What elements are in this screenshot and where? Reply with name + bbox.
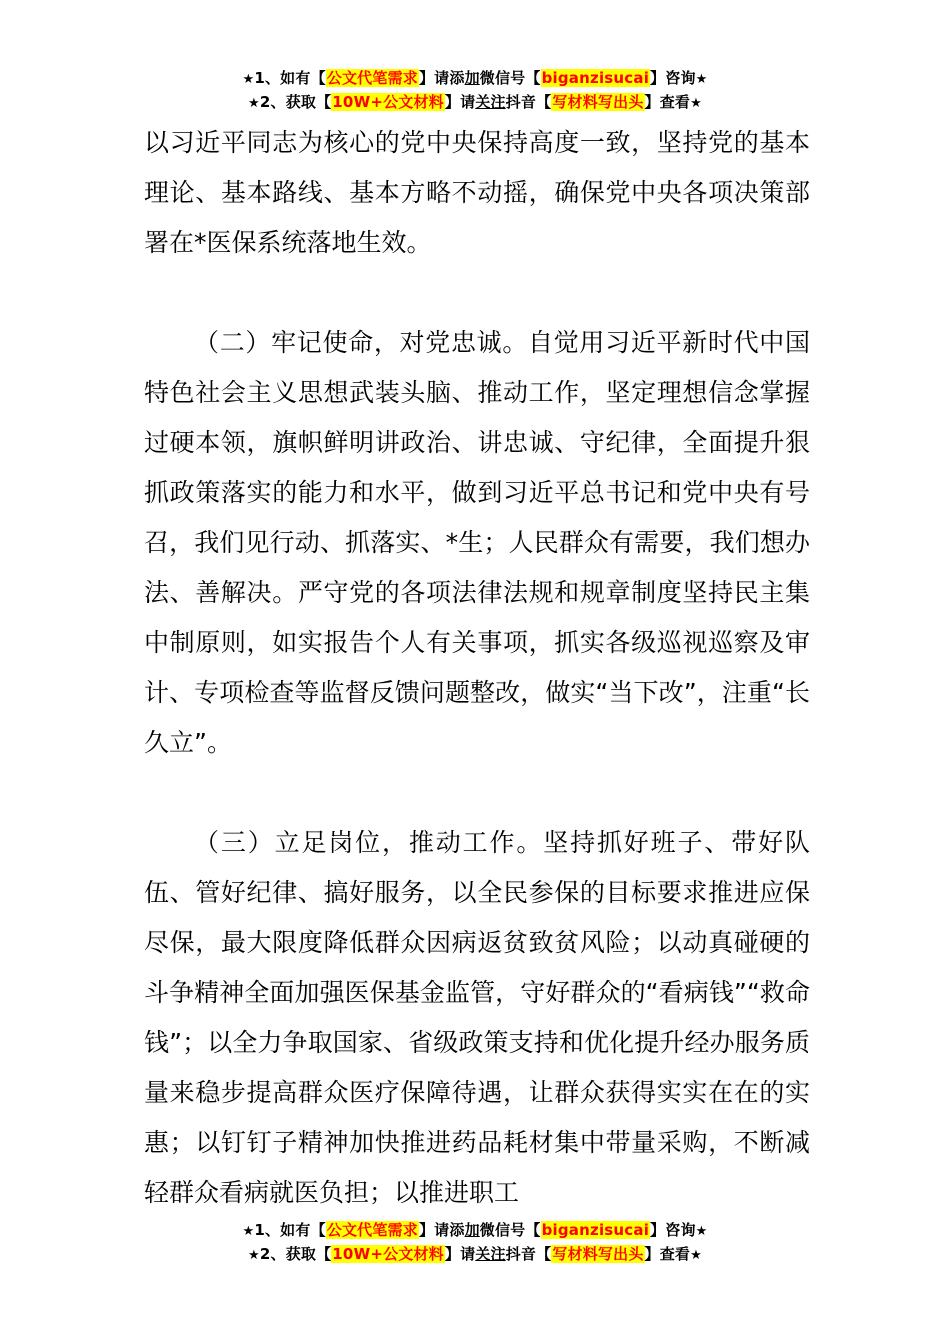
highlight-wechat-id: biganzisucai <box>541 69 650 87</box>
promo-text-underlined: 关注 <box>475 1245 506 1263</box>
star-icon: ★ <box>695 72 708 87</box>
star-icon: ★ <box>242 72 255 87</box>
bottom-promo-banner <box>0 1218 950 1266</box>
paragraph-continuation: 以习近平同志为核心的党中央保持高度一致，坚持党的基本理论、基本路线、基本方略不动摇，确保党中央各项决策部署在*医保系统落地生效。 <box>144 128 810 257</box>
highlight-service: 公文代笔需求 <box>326 1221 418 1239</box>
highlight-materials: 10W+公文材料 <box>332 93 444 111</box>
star-icon: ★ <box>248 96 260 111</box>
promo-text: 抖音【 <box>505 1245 552 1263</box>
promo-line-2 <box>0 1242 950 1266</box>
star-icon: ★ <box>695 1224 708 1239</box>
paragraph-section-2: （二）牢记使命，对党忠诚。自觉用习近平新时代中国特色社会主义思想武装头脑、推动工作，坚定理想信念掌握过硬本领，旗帜鲜明讲政治、讲忠诚、守纪律，全面提升狠抓政策落实的能力和水平，做到习近平总书记和党中央有号召，我们见行动、抓落实、*生；人民群众有需要，我们想办法、善解决。严守党的各项法律法规和规章制度坚持民主集中制原则，如实报告个人有关事项，抓实各级巡视巡察及审计、专项检查等监督反馈问题整改，做实“当下改”，注重“长久立”。 <box>144 328 810 757</box>
promo-line-2 <box>0 90 950 114</box>
promo-line-1 <box>0 66 950 90</box>
star-icon: ★ <box>690 96 702 111</box>
promo-text: 1、如有【 <box>254 1221 326 1239</box>
highlight-douyin-account: 写材料写出头 <box>552 1245 644 1263</box>
promo-text-underlined: 关注 <box>475 93 506 111</box>
promo-text: 】请添 <box>418 1221 465 1239</box>
promo-text: 微信号【 <box>479 69 541 87</box>
highlight-douyin-account: 写材料写出头 <box>552 93 644 111</box>
promo-text: 】咨询 <box>650 1221 696 1239</box>
star-icon: ★ <box>690 1248 702 1263</box>
promo-text: 】查看 <box>644 1245 691 1263</box>
promo-text: 1、如有【 <box>254 69 326 87</box>
promo-text: 】查看 <box>644 93 691 111</box>
promo-text: 】咨询 <box>650 69 696 87</box>
star-icon: ★ <box>248 1248 260 1263</box>
promo-text: 2、获取【 <box>259 1245 332 1263</box>
promo-text-underlined: 加 <box>464 69 480 87</box>
highlight-materials: 10W+公文材料 <box>332 1245 444 1263</box>
promo-text: 】请添 <box>418 69 465 87</box>
paragraph-gap <box>144 268 810 318</box>
highlight-wechat-id: biganzisucai <box>541 1221 650 1239</box>
top-promo-banner <box>0 66 950 114</box>
promo-text: 微信号【 <box>479 1221 541 1239</box>
star-icon: ★ <box>242 1224 255 1239</box>
promo-text: 2、获取【 <box>259 93 332 111</box>
paragraph-gap <box>144 768 810 818</box>
promo-line-1 <box>0 1218 950 1242</box>
highlight-service: 公文代笔需求 <box>326 69 418 87</box>
promo-text-underlined: 加 <box>464 1221 480 1239</box>
document-body <box>144 118 810 1218</box>
paragraph-section-3: （三）立足岗位，推动工作。坚持抓好班子、带好队伍、管好纪律、搞好服务，以全民参保的目标要求推进应保尽保，最大限度降低群众因病返贫致贫风险；以动真碰硬的斗争精神全面加强医保基金监管，守好群众的“看病钱”“救命钱”；以全力争取国家、省级政策支持和优化提升经办服务质量来稳步提高群众医疗保障待遇，让群众获得实实在在的实惠；以钉钉子精神加快推进药品耗材集中带量采购，不断减轻群众看病就医负担；以推进职工 <box>144 828 810 1207</box>
promo-text: 】请 <box>444 1245 476 1263</box>
promo-text: 】请 <box>444 93 476 111</box>
promo-text: 抖音【 <box>505 93 552 111</box>
